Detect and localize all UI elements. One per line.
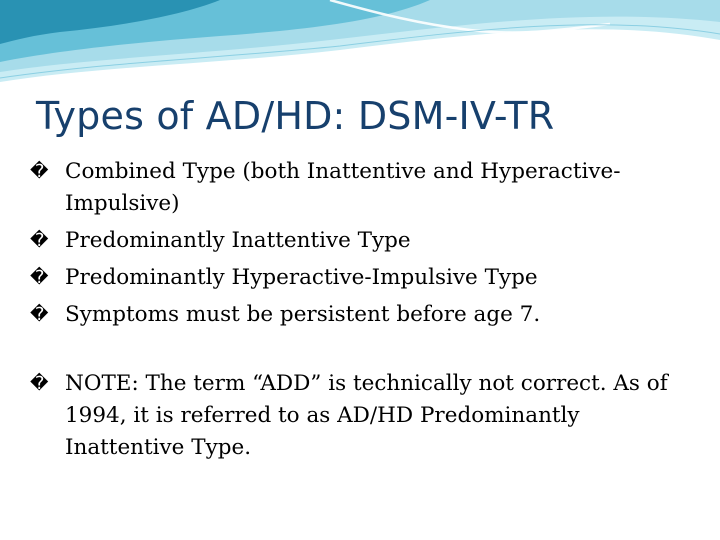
bullet-item [30, 262, 690, 294]
decorative-wave-header [0, 0, 720, 90]
bullet-list [30, 156, 690, 469]
bullet-icon: � [30, 373, 49, 394]
bullet-item [30, 225, 690, 257]
bullet-item [30, 156, 690, 220]
bullet-icon: � [30, 161, 49, 182]
bullet-icon: � [30, 230, 49, 251]
bullet-item [30, 299, 690, 331]
bullet-icon: � [30, 267, 49, 288]
bullet-item-note [30, 368, 690, 464]
bullet-text: Symptoms must be persistent before age 7. [65, 302, 541, 327]
bullet-icon: � [30, 304, 49, 325]
bullet-text: Predominantly Hyperactive-Impulsive Type [65, 265, 538, 290]
bullet-text: NOTE: The term “ADD” is technically not correct. As of 1994, it is referred to as AD/HD Predominantly Inattentive Type. [65, 371, 668, 460]
bullet-text: Predominantly Inattentive Type [65, 228, 411, 253]
slide-title: Types of AD/HD: DSM-IV-TR [36, 94, 555, 138]
bullet-text: Combined Type (both Inattentive and Hyperactive-Impulsive) [65, 159, 621, 216]
